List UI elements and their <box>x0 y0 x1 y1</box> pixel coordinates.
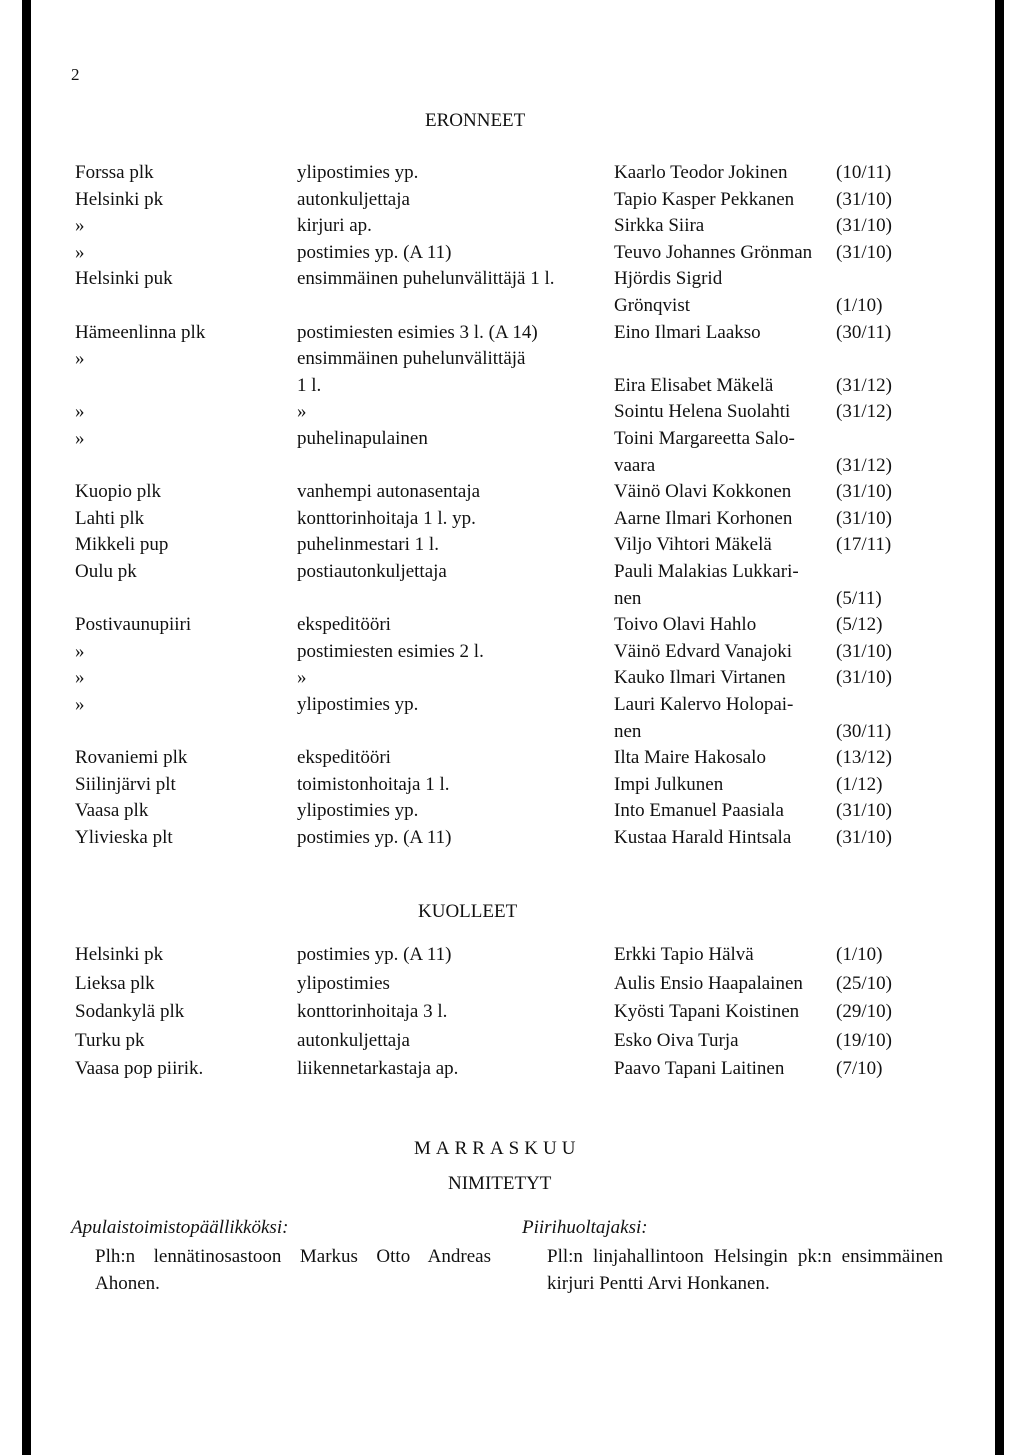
row-position: ensimmäinen puhelunvälittäjä 1 l. <box>297 268 555 290</box>
row-name: Sirkka Siira <box>614 215 705 237</box>
row-date: (1/10) <box>836 295 883 316</box>
row-office: Helsinki pk <box>75 188 164 210</box>
row-position: puhelinapulainen <box>297 428 428 449</box>
row-position: autonkuljettaja <box>297 1029 410 1051</box>
row-office: » <box>75 694 85 715</box>
row-position: puhelinmestari 1 l. <box>297 534 439 556</box>
page-number: 2 <box>71 65 80 84</box>
row-date: (13/12) <box>836 747 892 769</box>
row-name: Tapio Kasper Pekkanen <box>614 188 795 210</box>
row-date: (31/10) <box>836 481 892 503</box>
row-office: Lieksa plk <box>75 972 155 994</box>
row-name: Viljo Vihtori Mäkelä <box>614 534 772 556</box>
row-position: 1 l. <box>297 374 322 396</box>
row-date: (31/10) <box>836 507 892 529</box>
row-date: (31/10) <box>836 215 892 237</box>
row-office: Vaasa plk <box>75 800 149 822</box>
row-name: Sointu Helena Suolahti <box>614 401 791 423</box>
row-position: vanhempi autonasentaja <box>297 481 481 503</box>
row-position: ekspeditööri <box>297 614 391 636</box>
row-name: nen <box>614 587 642 609</box>
row-position: toimistonhoitaja 1 l. <box>297 773 450 795</box>
row-position: ensimmäinen puhelunvälittäjä <box>297 348 526 370</box>
nimitetyt-right-heading: Piirihuoltajaksi: <box>522 1217 648 1238</box>
row-position: ylipostimies yp. <box>297 694 419 715</box>
row-office: Kuopio plk <box>75 481 162 503</box>
row-date: (10/11) <box>836 162 892 183</box>
row-position: postiautonkuljettaja <box>297 561 447 582</box>
row-date: (30/11) <box>836 321 892 343</box>
row-office: Siilinjärvi plt <box>75 773 176 795</box>
row-date: (31/10) <box>836 667 892 689</box>
row-position: ekspeditööri <box>297 747 391 769</box>
row-date: (31/10) <box>836 827 892 848</box>
row-office: Forssa plk <box>75 162 154 183</box>
row-name: Erkki Tapio Hälvä <box>614 944 754 965</box>
row-name: Väinö Olavi Kokkonen <box>614 481 792 503</box>
row-position: postimies yp. (A 11) <box>297 241 452 263</box>
row-office: » <box>75 640 85 662</box>
row-date: (31/10) <box>836 188 892 210</box>
row-name: Kustaa Harald Hintsala <box>614 827 792 848</box>
row-position: ylipostimies yp. <box>297 800 419 822</box>
row-position: ylipostimies yp. <box>297 162 419 183</box>
row-office: Oulu pk <box>75 561 137 582</box>
row-office: Sodankylä plk <box>75 1001 185 1022</box>
row-date: (1/12) <box>836 773 883 795</box>
row-position: konttorinhoitaja 1 l. yp. <box>297 507 476 529</box>
row-date: (31/10) <box>836 800 892 822</box>
row-name: Teuvo Johannes Grönman <box>614 241 813 263</box>
row-date: (31/10) <box>836 241 892 263</box>
row-name: Aulis Ensio Haapalainen <box>614 972 803 994</box>
nimitetyt-left-heading: Apulaistoimistopäällikköksi: <box>71 1217 289 1238</box>
row-office: Rovaniemi plk <box>75 747 188 769</box>
nimitetyt-title: NIMITETYT <box>448 1173 552 1194</box>
row-name: Impi Julkunen <box>614 773 724 795</box>
row-name: nen <box>614 720 642 742</box>
row-position: liikennetarkastaja ap. <box>297 1058 459 1079</box>
row-office: Vaasa pop piirik. <box>75 1058 204 1079</box>
row-name: vaara <box>614 454 656 476</box>
section-title-eronneet: ERONNEET <box>425 110 526 131</box>
row-date: (31/12) <box>836 454 892 476</box>
row-date: (29/10) <box>836 1001 892 1022</box>
row-name: Lauri Kalervo Holopai- <box>614 694 794 715</box>
row-name: Grönqvist <box>614 295 690 316</box>
row-date: (30/11) <box>836 720 892 742</box>
row-name: Kaarlo Teodor Jokinen <box>614 162 788 183</box>
nimitetyt-right-text: Pll:n linjahallintoon Helsingin pk:n ensimmäinen kirjuri Pentti Arvi Honkanen. <box>547 1246 943 1294</box>
row-name: Into Emanuel Paasiala <box>614 800 784 822</box>
row-name: Esko Oiva Turja <box>614 1029 739 1051</box>
row-name: Pauli Malakias Lukkari- <box>614 561 799 582</box>
row-position: postimies yp. (A 11) <box>297 827 452 848</box>
row-date: (31/12) <box>836 401 892 423</box>
row-date: (25/10) <box>836 972 892 994</box>
row-office: » <box>75 241 85 263</box>
row-date: (31/10) <box>836 640 892 662</box>
nimitetyt-left-text: Plh:n lennätinosastoon Markus Otto Andreas Ahonen. <box>95 1246 491 1294</box>
row-name: Paavo Tapani Laitinen <box>614 1058 785 1079</box>
row-name: Kyösti Tapani Koistinen <box>614 1001 800 1022</box>
row-position: kirjuri ap. <box>297 215 372 237</box>
row-position: postimiesten esimies 3 l. (A 14) <box>297 321 538 343</box>
row-position: postimiesten esimies 2 l. <box>297 640 484 662</box>
row-name: Toivo Olavi Hahlo <box>614 614 757 636</box>
row-name: Kauko Ilmari Virtanen <box>614 667 786 689</box>
scan-border-left <box>22 0 31 1455</box>
row-office: Helsinki pk <box>75 944 164 965</box>
row-date: (5/12) <box>836 614 883 636</box>
row-position: postimies yp. (A 11) <box>297 944 452 965</box>
row-name: Hjördis Sigrid <box>614 268 723 290</box>
row-position: autonkuljettaja <box>297 188 410 210</box>
section-title-kuolleet: KUOLLEET <box>418 901 518 922</box>
row-name: Ilta Maire Hakosalo <box>614 747 766 769</box>
row-office: » <box>75 215 85 237</box>
row-name: Eino Ilmari Laakso <box>614 321 761 343</box>
row-date: (1/10) <box>836 944 883 965</box>
row-date: (5/11) <box>836 587 882 609</box>
row-date: (17/11) <box>836 534 892 556</box>
row-name: Eira Elisabet Mäkelä <box>614 374 774 396</box>
row-office: » <box>75 401 85 423</box>
row-name: Väinö Edvard Vanajoki <box>614 640 792 662</box>
month-title: MARRASKUU <box>414 1138 581 1159</box>
row-office: Lahti plk <box>75 507 145 529</box>
row-date: (31/12) <box>836 374 892 396</box>
row-date: (7/10) <box>836 1058 883 1079</box>
row-office: Turku pk <box>75 1029 145 1051</box>
row-position: konttorinhoitaja 3 l. <box>297 1001 448 1022</box>
row-office: Postivaunupiiri <box>75 614 192 636</box>
scan-border-right <box>995 0 1004 1455</box>
row-name: Aarne Ilmari Korhonen <box>614 507 793 529</box>
row-office: Helsinki puk <box>75 268 173 290</box>
row-office: » <box>75 428 85 449</box>
row-position: ylipostimies <box>297 972 390 994</box>
row-office: » <box>75 667 85 689</box>
row-office: » <box>75 348 85 370</box>
row-date: (19/10) <box>836 1029 892 1051</box>
row-office: Ylivieska plt <box>75 827 173 848</box>
row-position: » <box>297 401 307 423</box>
row-name: Toini Margareetta Salo- <box>614 428 795 449</box>
row-position: » <box>297 667 307 689</box>
row-office: Hämeenlinna plk <box>75 321 206 343</box>
row-office: Mikkeli pup <box>75 534 169 556</box>
